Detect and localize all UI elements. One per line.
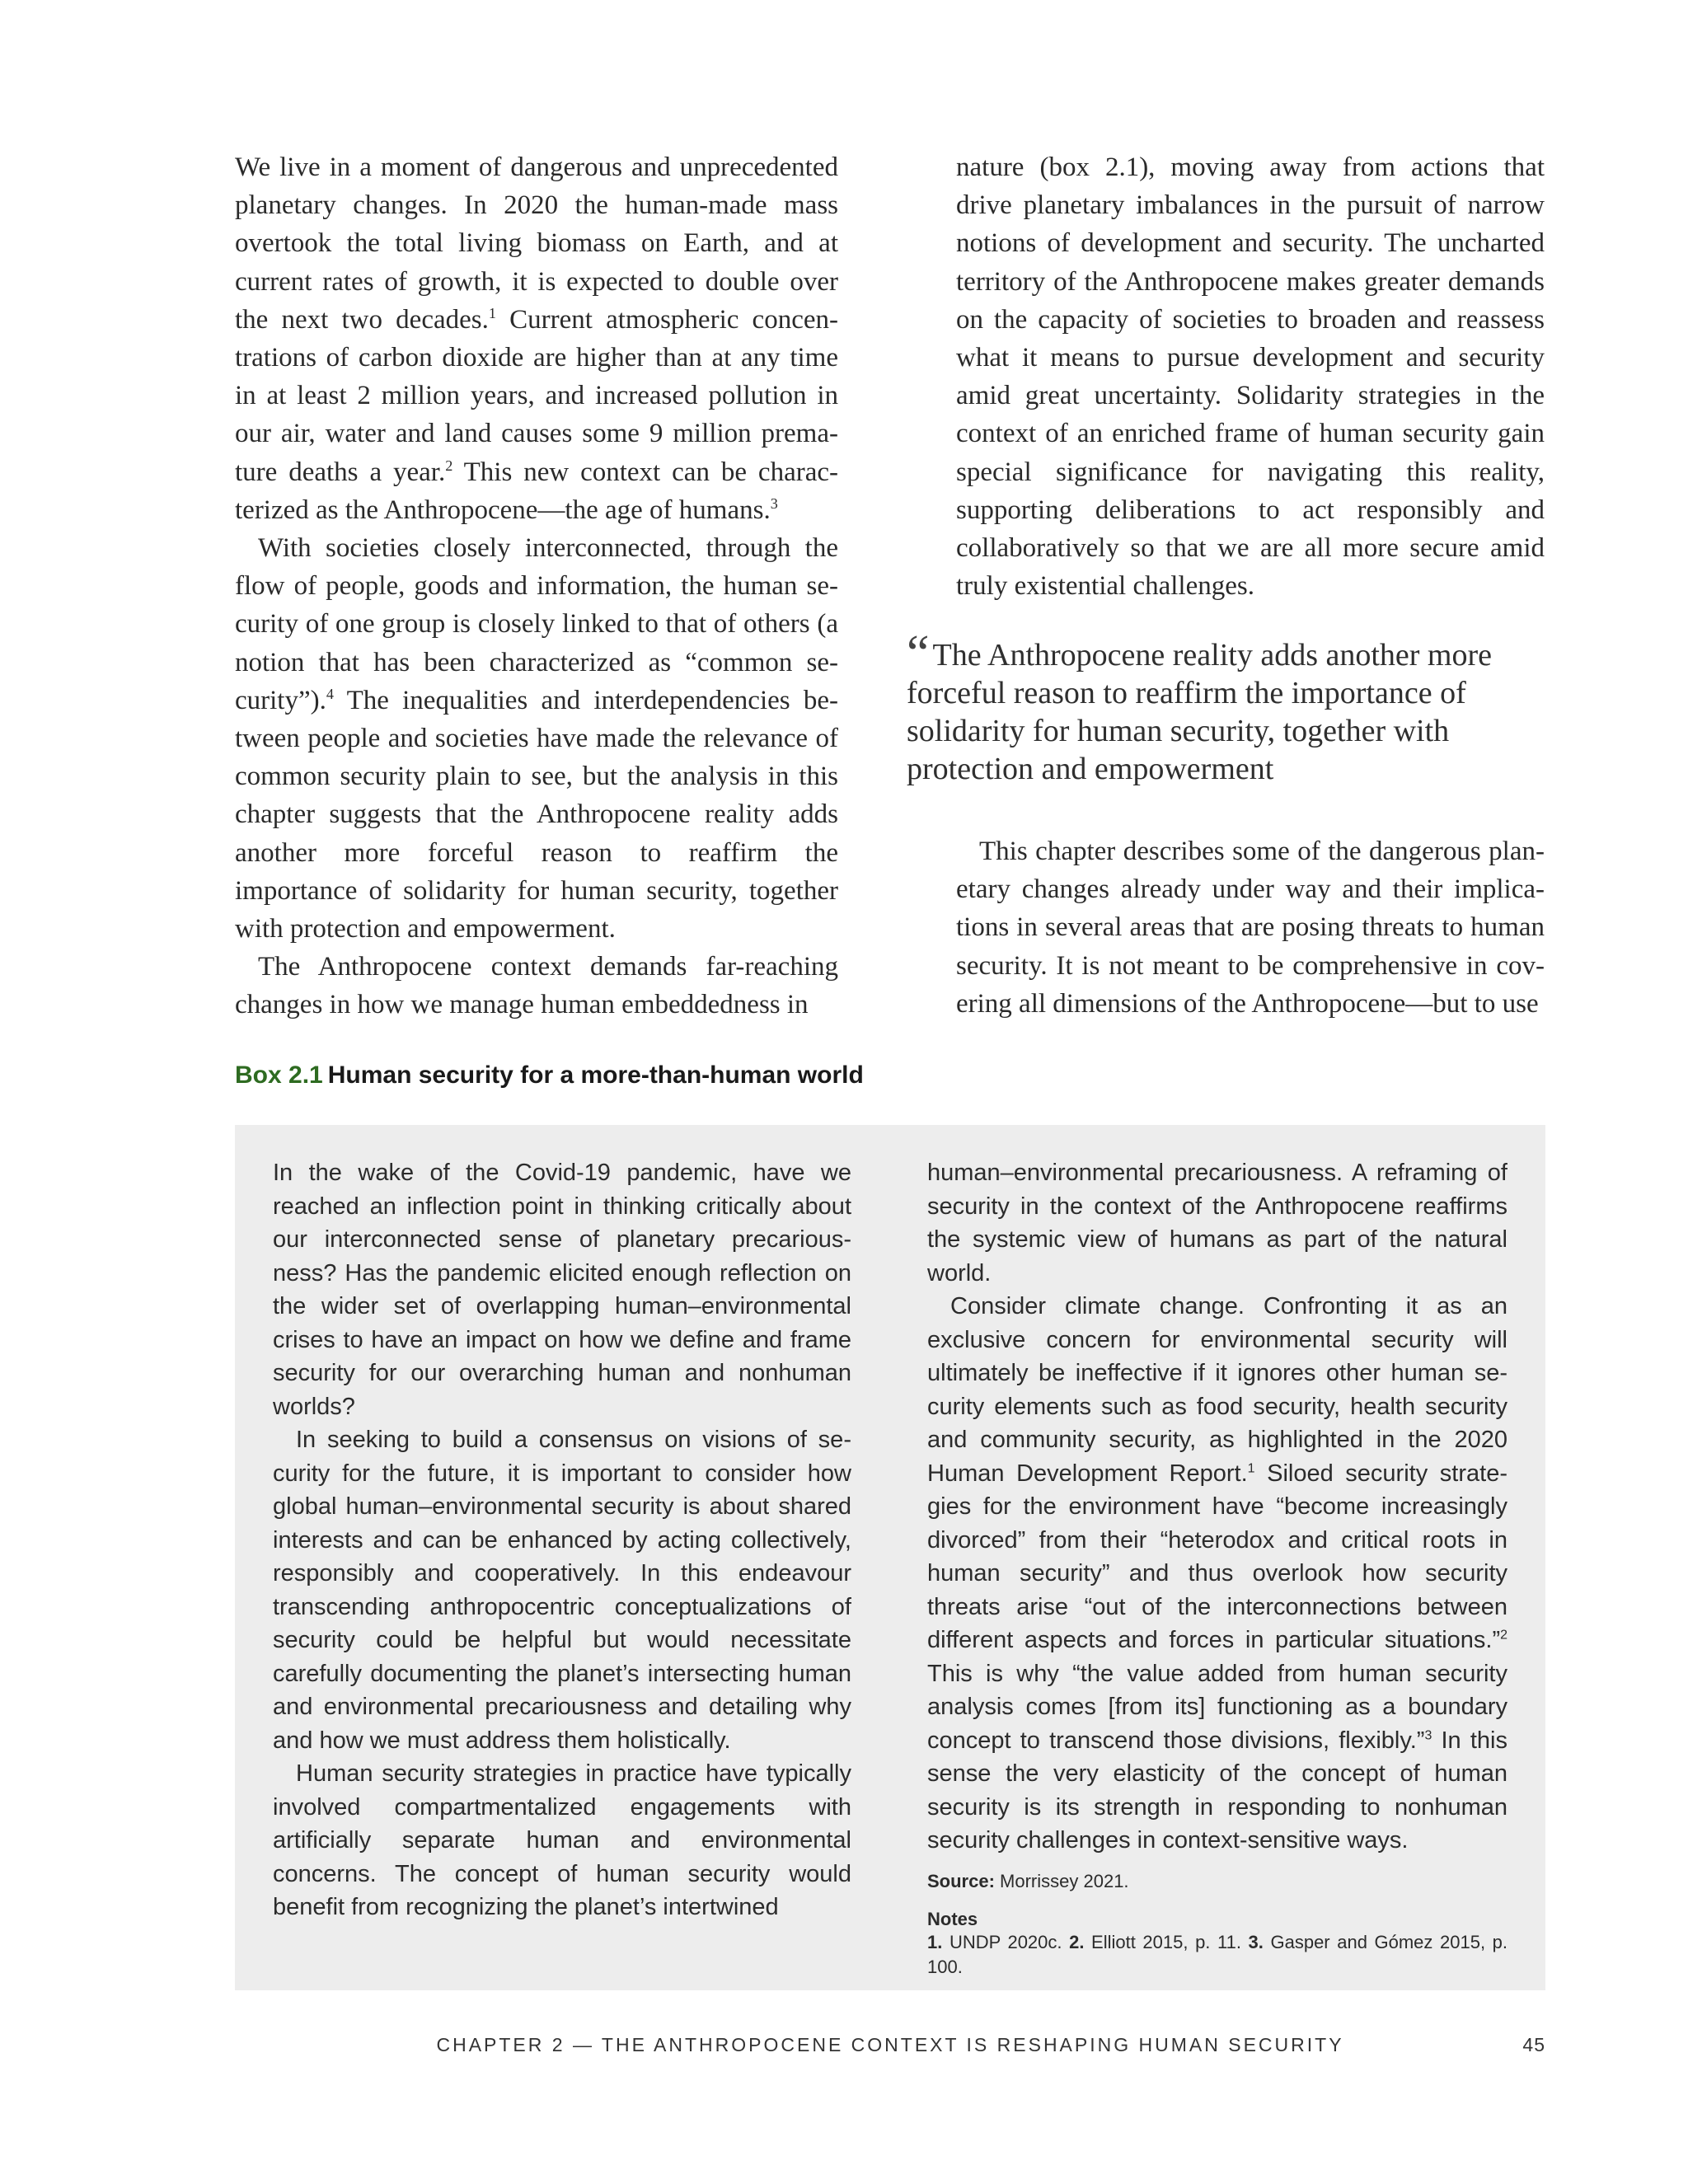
page-number: 45 <box>1522 2034 1545 2055</box>
body-column-right <box>956 148 1545 605</box>
paragraph: nature (box 2.1), moving away from actions that drive planetary imbalances in the pursuit of narrow notions of development and security. The uncharted territory of the Anthropocene makes greater demands on the capacity of societies to broaden and reassess what it means to pursue development and security amid great uncertainty. Solidarity strategies in the context of an enriched frame of human security gain special significance for navigating this reality, supporting deliberations to act responsibly and collaboratively so that we are all more secure amid truly existential challenges. <box>956 152 1545 602</box>
pull-quote-text: The Anthropocene reality adds another more forceful reason to reaffirm the importance of solidarity for human security, together with protection and empowerment <box>907 638 1493 786</box>
box-number: Box 2.1 <box>235 1062 323 1089</box>
footnote-ref: 1 <box>1247 1460 1255 1475</box>
paragraph: We live in a moment of dangerous and unprecedented planetary changes. In 2020 the human-made mass overtook the total living biomass on Earth, and at current rates of growth, it is expected to double over the next two decades.$^1$ Current atmospheric concentrations of carbon dioxide are higher than at any time in at least 2 million years, and increased pollution in our air, water and land causes some 9 million premature deaths a year.$^2$ This new context can be characterized as the Anthropocene—the age of humans.$^3$ <box>235 152 838 525</box>
pull-quote <box>907 626 1550 788</box>
box-column-left <box>273 1156 851 1924</box>
paragraph: In seeking to build a consensus on visions of security for the future, it is important to consider how global human–environmental security is about shared interests and can be enhanced by acting collectively, responsibly and cooperatively. In this endeavour transcending anthropocentric conceptualizations of security could be helpful but would necessitate carefully documenting the planet’s intersecting human and environmental precariousness and detailing why and how we must address them holistically. <box>273 1427 851 1754</box>
source-label: Source: <box>927 1870 995 1891</box>
body-column-right-continued <box>956 832 1545 1023</box>
box-heading: Human security for a more-than-human world <box>327 1062 864 1089</box>
paragraph: This chapter describes some of the dangerous planetary changes already under way and their implications in several areas that are posing threats to human security. It is not meant to be comprehensive in covering all dimensions of the Anthropocene—but to use <box>956 837 1545 1019</box>
paragraph: Human security strategies in practice have typically involved compartmentalized engagements with artificially separate human and environmental concerns. The concept of human security would benefit from recognizing the planet’s intertwined <box>273 1760 851 1920</box>
page-footer <box>235 2034 1545 2062</box>
paragraph: With societies closely interconnected, through the flow of people, goods and information, the human security of one group is closely linked to that of others (a notion that has been characterized as “common security”).$^4$ The inequalities and interdependencies between people and societies have made the relevance of common security plain to see, but the analysis in this chapter suggests that the Anthropocene reality adds another more forceful reason to reaffirm the importance of solidarity for human security, together with protection and empowerment. <box>235 533 838 944</box>
box-title <box>235 1062 864 1090</box>
quote-mark-icon: “ <box>907 626 930 682</box>
paragraph: Consider climate change. Confronting it as an exclusive concern for environmental security will ultimately be ineffective if it ignores other human security elements such as food security, health security and community security, as highlighted in the 2020 Human Development Report.$^1$ Siloed security strategies for the environment have “become increasingly divorced” from their “heterodox and critical roots in human security” and thus overlook how security threats arise “out of the interconnections between different aspects and forces in particular situations.”$^2$ This is why “the value added from human security analysis comes [from its] functioning as a boundary concept to transcend those divisions, flexibly.”$^3$ In this sense the very elasticity of the concept of human security is its strength in responding to nonhuman security challenges in context-sensitive ways. <box>927 1293 1507 1854</box>
box-column-right <box>927 1156 1507 1980</box>
paragraph: In the wake of the Covid-19 pandemic, have we reached an inflection point in thinking critically about our interconnected sense of planetary precariousness? Has the pandemic elicited enough reflection on the wider set of overlapping human–environmental crises to have an impact on how we define and frame security for our overarching human and nonhuman worlds? <box>273 1160 851 1420</box>
notes-title: Notes <box>927 1908 978 1929</box>
notes-list: 1. UNDP 2020c. 2. Elliott 2015, p. 11. 3. Gasper and Gómez 2015, p. 100. <box>927 1931 1507 1977</box>
running-footer-chapter: CHAPTER 2 — THE ANTHROPOCENE CONTEXT IS RESHAPING HUMAN SECURITY <box>436 2034 1344 2055</box>
paragraph: The Anthropocene context demands far-reaching changes in how we manage human embeddedness in <box>235 952 838 1020</box>
sidebar-box <box>235 1125 1545 1990</box>
footnote-ref: 2 <box>1500 1628 1507 1643</box>
body-column-left <box>235 148 838 1024</box>
footnote-ref: 2 <box>445 457 453 474</box>
source-text: Morrissey 2021. <box>994 1870 1129 1891</box>
footnote-ref: 4 <box>326 685 334 702</box>
paragraph: human–environmental precariousness. A reframing of security in the context of the Anthropocene reaffirms the systemic view of humans as part of the natural world. <box>927 1160 1507 1286</box>
footnote-ref: 3 <box>1424 1727 1432 1742</box>
footnote-ref: 3 <box>770 494 778 512</box>
footnote-ref: 1 <box>488 304 496 321</box>
source-line <box>927 1869 1507 1894</box>
